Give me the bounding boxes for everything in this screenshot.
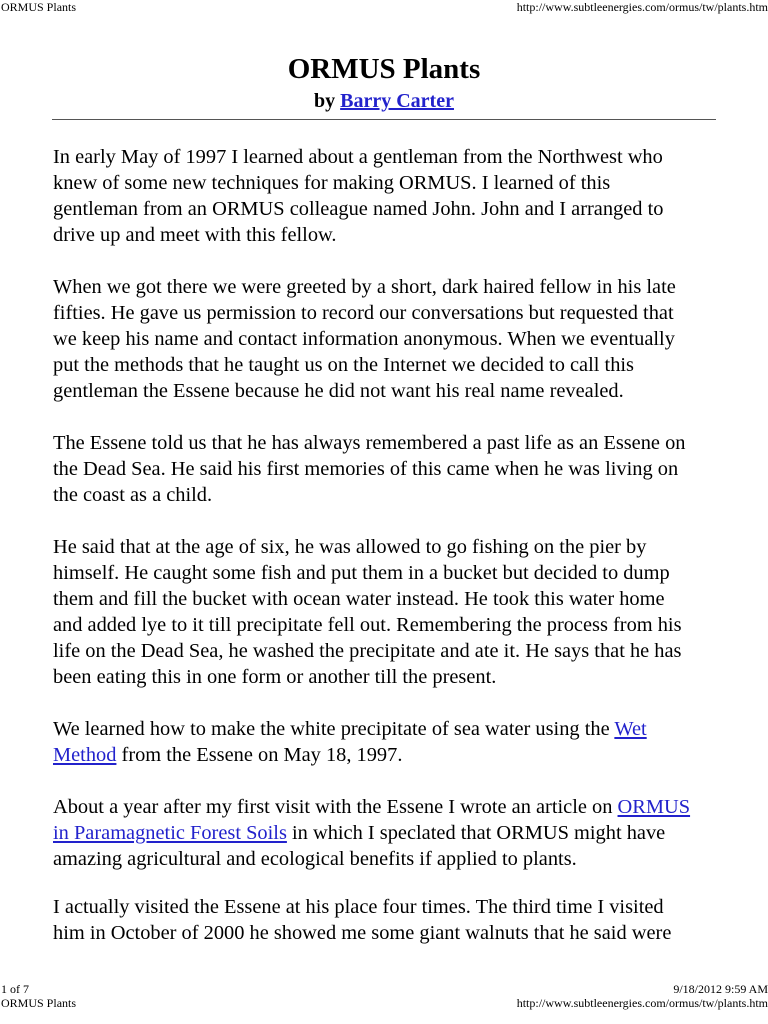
text-line: them and fill the bucket with ocean water instead. He took this water home [53,588,665,610]
paragraph-7 [53,894,743,946]
paragraph-3 [53,430,743,508]
wet-method-link-cont[interactable]: Method [53,744,117,766]
text-line: In early May of 1997 I learned about a gentleman from the Northwest who [53,146,663,168]
text-line: When we got there we were greeted by a short, dark haired fellow in his late [53,276,676,298]
byline [0,89,768,113]
text-line: put the methods that he taught us on the Internet we decided to call this [53,354,634,376]
text-line: we keep his name and contact information anonymous. When we eventually [53,328,675,350]
text-line: and added lye to it till precipitate fell out. Remembering the process from his [53,614,682,636]
text-line [53,716,743,742]
footer-timestamp: 9/18/2012 9:59 AM [673,982,768,996]
ormus-forest-soils-link[interactable]: ORMUS [617,796,691,818]
paragraph-5 [53,716,743,768]
paragraph-4 [53,534,743,690]
text-line: been eating this in one form or another till the present. [53,666,497,688]
text-line: life on the Dead Sea, he washed the precipitate and ate it. He says that he has [53,640,682,662]
text-span: About a year after my first visit with the Essene I wrote an article on [53,796,618,818]
text-line: I actually visited the Essene at his place four times. The third time I visited [53,896,664,918]
text-line: gentleman from an ORMUS colleague named John. John and I arranged to [53,198,664,220]
text-line: knew of some new techniques for making ORMUS. I learned of this [53,172,611,194]
text-line: himself. He caught some fish and put them in a bucket but decided to dump [53,562,670,584]
header-page-title: ORMUS Plants [1,0,77,14]
text-line [53,742,743,768]
text-line: him in October of 2000 he showed me some giant walnuts that he said were [53,922,672,944]
paragraph-1 [53,144,743,248]
text-line: fifties. He gave us permission to record our conversations but requested that [53,302,674,324]
horizontal-rule [52,119,716,120]
text-line: drive up and meet with this fellow. [53,224,337,246]
page-title: ORMUS Plants [287,53,481,85]
wet-method-link[interactable]: Wet [614,718,647,740]
footer-next-page-url: http://www.subtleenergies.com/ormus/tw/plants.htm [516,996,768,1010]
text-span: from the Essene on May 18, 1997. [116,744,403,766]
footer-next-page-title: ORMUS Plants [1,996,77,1010]
header-url: http://www.subtleenergies.com/ormus/tw/plants.htm [516,0,768,14]
footer-page-count: 1 of 7 [1,982,29,996]
text-line: the coast as a child. [53,484,213,506]
text-span: We learned how to make the white precipitate of sea water using the [53,718,615,740]
text-line [53,794,743,820]
text-line: He said that at the age of six, he was allowed to go fishing on the pier by [53,536,647,558]
paragraph-6 [53,794,743,872]
text-line: the Dead Sea. He said his first memories of this came when he was living on [53,458,679,480]
text-line: amazing agricultural and ecological benefits if applied to plants. [53,848,577,870]
paragraph-2 [53,274,743,404]
article-body [53,144,743,946]
text-line: The Essene told us that he has always remembered a past life as an Essene on [53,432,686,454]
ormus-forest-soils-link-cont[interactable]: in Paramagnetic Forest Soils [53,822,287,844]
text-line [53,820,743,846]
byline-by: by [314,90,336,112]
author-link[interactable]: Barry Carter [340,90,454,112]
text-span: in which I speclated that ORMUS might have [286,822,666,844]
text-line: gentleman the Essene because he did not want his real name revealed. [53,380,624,402]
